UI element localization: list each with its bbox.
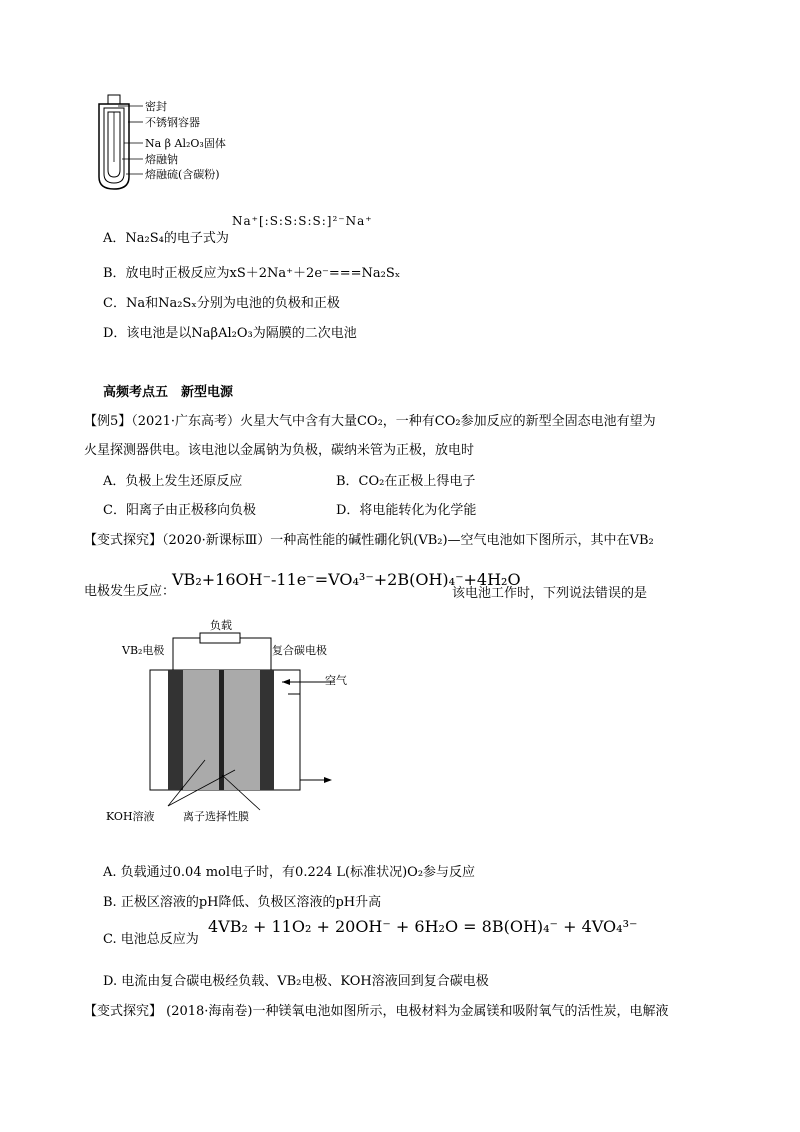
q2-option-b: B. 正极区溶液的pH降低、负极区溶液的pH升高	[103, 895, 382, 910]
label-molten-sulfur: 熔融硫(含碳粉)	[145, 168, 220, 181]
label-steel-container: 不锈钢容器	[145, 116, 200, 129]
label-seal: 密封	[145, 100, 167, 113]
q1-option-b: B．放电时正极反应为xS＋2Na⁺＋2e⁻===Na₂Sₓ	[103, 266, 401, 281]
q2-option-a: A. 负载通过0.04 mol电子时，有0.224 L(标准状况)O₂参与反应	[103, 865, 476, 880]
q1-option-a-prefix: A．Na₂S₄的电子式为	[103, 231, 229, 246]
q1-option-c: C．Na和Na₂Sₓ分别为电池的负极和正极	[103, 296, 340, 311]
example5-option-a: A．负极上发生还原反应	[103, 474, 243, 489]
q1-option-d: D．该电池是以NaβAl₂O₃为隔膜的二次电池	[103, 326, 357, 341]
q1-option-a-formula: Na⁺[:S:S:S:S:]²⁻Na⁺	[232, 214, 373, 228]
variant2-line1: 【变式探究】 (2018·海南卷)一种镁氧电池如图所示，电极材料为金属镁和吸附氧气的活性炭，电解液	[84, 1004, 669, 1019]
variant1-line1: 【变式探究】（2020·新课标Ⅲ）一种高性能的碱性硼化钒(VB₂)—空气电池如下图所示，其中在VB₂	[84, 533, 654, 548]
example5-line2: 火星探测器供电。该电池以金属钠为负极，碳纳米管为正极，放电时	[84, 443, 475, 458]
example5-option-d: D．将电能转化为化学能	[336, 503, 477, 518]
q2-option-c-prefix: C. 电池总反应为	[103, 932, 199, 947]
label-vb2-electrode: VB₂电极	[122, 644, 165, 657]
section-title: 高频考点五 新型电源	[103, 385, 234, 400]
variant1-reaction-formula: VB₂+16OH⁻-11e⁻=VO₄³⁻+2B(OH)₄⁻+4H₂O	[172, 570, 521, 589]
example5-option-c: C．阳离子由正极移向负极	[103, 503, 256, 518]
q2-option-c-formula: 4VB₂ + 11O₂ + 20OH⁻ + 6H₂O = 8B(OH)₄⁻ + 4VO₄³⁻	[208, 917, 638, 936]
variant1-line2-suffix: 该电池工作时，下列说法错误的是	[452, 586, 648, 601]
label-koh-solution: KOH溶液	[106, 810, 155, 823]
label-carbon-electrode: 复合碳电极	[272, 644, 327, 657]
fig1-leader-lines	[112, 100, 144, 180]
variant1-line2-prefix: 电极发生反应：	[84, 584, 176, 599]
example5-option-b: B．CO₂在正极上得电子	[336, 474, 476, 489]
label-molten-sodium: 熔融钠	[145, 153, 178, 166]
label-air: 空气	[325, 674, 347, 687]
label-na-beta-alumina: Na β Al₂O₃固体	[145, 137, 226, 150]
q2-option-d: D. 电流由复合碳电极经负载、VB₂电极、KOH溶液回到复合碳电极	[103, 974, 489, 989]
label-load: 负载	[210, 619, 232, 632]
example5-line1: 【例5】（2021·广东高考）火星大气中含有大量CO₂，一种有CO₂参加反应的新型全固态电池有望为	[84, 414, 656, 429]
label-ion-selective-membrane: 离子选择性膜	[183, 810, 249, 823]
